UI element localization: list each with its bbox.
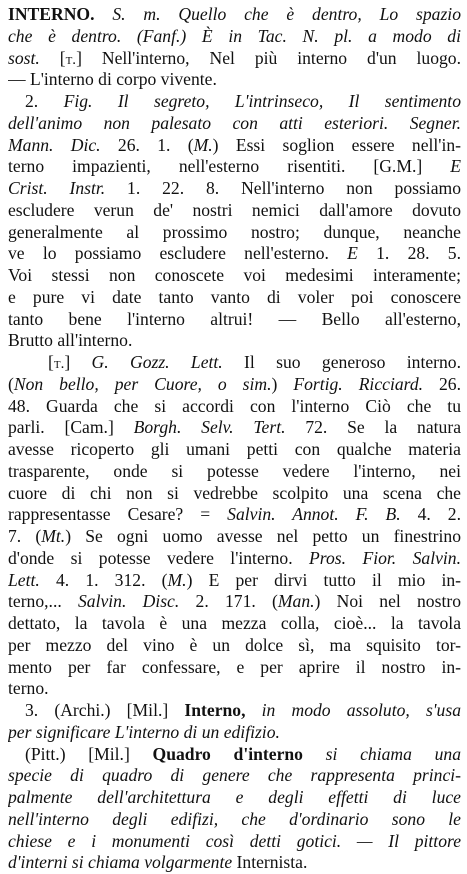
text-span: Fig. Il segreto, L'intrinseco, Il sentimento	[63, 91, 461, 111]
text-span: tanto bene l'interno altrui! — Bello all'esterno,	[8, 308, 461, 329]
text-line	[8, 613, 461, 635]
text-span: Salvin. Annot. F. B.	[227, 504, 401, 525]
text-span: ) E per dirvi tutto il mio in-	[186, 569, 461, 590]
text-span: Brutto all'interno.	[8, 330, 133, 351]
text-line	[8, 635, 461, 657]
text-span: 1. 22. 8. Nell'interno non possiamo	[105, 178, 461, 198]
text-span: 4. 1. 312. (	[39, 569, 168, 590]
text-span: Mann. Dic.	[8, 134, 101, 155]
text-line	[8, 352, 461, 374]
text-line	[8, 809, 461, 831]
text-line	[8, 374, 461, 396]
text-span: ) Se ogni uomo avesse nel petto un finestrino	[65, 526, 461, 546]
text-span: ]	[64, 352, 92, 372]
text-span: d'interni si chiama volgarmente	[8, 852, 233, 873]
text-line	[8, 722, 461, 744]
text-line	[8, 91, 461, 113]
text-span: escludere verun de' nostri nemici dall'amore dovuto	[8, 199, 461, 220]
text-span: terno.	[8, 678, 49, 699]
text-line	[8, 156, 461, 178]
text-line	[8, 700, 461, 722]
text-span: Pros. Fior. Salvin.	[309, 547, 461, 568]
text-span: )	[271, 373, 294, 394]
text-span: — L'interno di corpo vivente.	[8, 69, 217, 90]
text-span: si chiama una	[302, 743, 461, 764]
text-span: e pure vi date tanto vanto di voler poi conoscere	[8, 286, 461, 307]
text-line	[8, 483, 461, 505]
text-span: ) Essi soglion essere nell'in-	[212, 134, 461, 155]
text-line	[8, 309, 461, 331]
text-line	[8, 548, 461, 570]
text-span: Lett.	[8, 569, 40, 590]
text-span: parli. [Cam.]	[8, 417, 134, 438]
text-span: 26. 1. (	[100, 134, 194, 155]
text-span: E	[347, 243, 358, 264]
text-line	[8, 526, 461, 548]
text-span: trasparente, onde si potesse vedere l'interno, nei	[8, 460, 461, 481]
text-line	[8, 461, 461, 483]
text-span: ] Nell'interno, Nel più interno d'un luogo.	[76, 47, 461, 68]
text-line	[8, 744, 461, 766]
text-span: ve lo possiamo escludere nell'esterno.	[8, 243, 348, 264]
text-line	[8, 591, 461, 613]
text-span: M.	[193, 134, 213, 155]
text-span: t.	[53, 356, 65, 372]
text-span: 4. 2.	[400, 504, 461, 525]
text-span: dettato, la tavola è una mezza colla, cioè... la tavola	[8, 613, 461, 633]
text-span: per mezzo del vino è un dolce sì, ma squisito tor-	[8, 634, 461, 655]
text-span: mento per far confessare, e per aprire il nostro in-	[8, 656, 461, 677]
text-line	[8, 200, 461, 222]
text-span: 48. Guarda che si accordi con l'interno Ciò che tu	[8, 395, 461, 416]
text-line	[8, 439, 461, 461]
text-span: terno,...	[8, 591, 78, 612]
text-line	[8, 765, 461, 787]
text-span: dell'animo non palesato con atti esteriori. Segner.	[8, 112, 461, 133]
text-span: INTERNO.	[8, 4, 95, 24]
text-span: [	[39, 47, 66, 68]
text-line	[8, 135, 461, 157]
text-span: 7. (	[8, 526, 42, 546]
dictionary-entry-interno	[8, 4, 461, 874]
text-line	[8, 330, 461, 352]
text-span: [	[48, 352, 54, 372]
text-line	[8, 69, 461, 91]
text-span: per significare L'interno di un edifizio.	[8, 721, 280, 742]
text-span: Salvin. Disc.	[78, 591, 180, 612]
text-line	[8, 504, 461, 526]
text-span: Man.	[277, 591, 315, 612]
text-span: t.	[65, 51, 77, 68]
text-span: chiese e i monumenti così detti gotici. — Il pittore	[8, 830, 461, 851]
text-span: palmente dell'architettura e degli effetti di luce	[8, 787, 461, 807]
text-line	[8, 852, 461, 874]
text-line	[8, 831, 461, 853]
text-span: Interno,	[184, 700, 246, 720]
text-span: Fortig. Ricciard.	[293, 373, 424, 394]
text-span: in modo assoluto, s'usa	[245, 700, 461, 720]
text-line	[8, 657, 461, 679]
text-span: nell'interno degli edifizi, che d'ordinario sono le	[8, 808, 461, 829]
text-line	[8, 243, 461, 265]
text-span: 2.	[25, 91, 64, 111]
text-span: che è dentro. (Fanf.) È in Tac. N. pl. a modo di	[8, 25, 461, 46]
text-line	[8, 287, 461, 309]
text-line	[8, 178, 461, 200]
text-span: (	[8, 373, 14, 394]
text-span: 72. Se la natura	[285, 417, 461, 438]
text-span: Mt.	[41, 526, 66, 546]
text-line	[8, 4, 461, 26]
text-span: Crist. Instr.	[8, 178, 106, 198]
text-line	[8, 265, 461, 287]
text-span: rappresentasse Cesare? =	[8, 504, 228, 525]
text-span: d'onde si potesse vedere l'interno.	[8, 547, 310, 568]
text-span: 2. 171. (	[179, 591, 278, 612]
text-span: (Pitt.) [Mil.]	[25, 743, 153, 764]
text-span: sost.	[8, 47, 40, 68]
text-line	[8, 222, 461, 244]
text-span: S. m. Quello che è dentro, Lo spazio	[94, 4, 461, 24]
text-span: 1. 28. 5.	[357, 243, 461, 264]
text-span: Borgh. Selv. Tert.	[133, 417, 286, 438]
text-span: terno impazienti, nell'esterno risentiti. [G.M.]	[8, 156, 451, 177]
text-line	[8, 787, 461, 809]
text-span: Il suo generoso interno.	[222, 352, 461, 372]
text-line	[8, 678, 461, 700]
text-line	[8, 113, 461, 135]
text-line	[8, 570, 461, 592]
text-span: E	[450, 156, 461, 177]
text-line	[8, 417, 461, 439]
text-span: ) Noi nel nostro	[314, 591, 461, 612]
text-span: G. Gozz. Lett.	[91, 352, 223, 372]
text-line	[8, 48, 461, 70]
text-span: specie di quadro di genere che rappresenta princi-	[8, 765, 461, 786]
text-span: M.	[167, 569, 187, 590]
text-line	[8, 396, 461, 418]
text-span: Internista.	[232, 852, 308, 873]
text-span: Non bello, per Cuore, o sim.	[13, 373, 272, 394]
text-span: Quadro d'interno	[152, 743, 303, 764]
text-span: Voi stessi non conoscete voi medesimi interamente;	[8, 265, 461, 285]
text-span: avesse ricoperto gli umani petti con qualche materia	[8, 439, 461, 459]
text-span: 26.	[423, 373, 461, 394]
text-span: generalmente al prossimo nostro; dunque, neanche	[8, 221, 461, 242]
text-span: cuore di chi non si vedrebbe scolpito una scena che	[8, 482, 461, 503]
text-line	[8, 26, 461, 48]
text-span: 3. (Archi.) [Mil.]	[25, 700, 185, 720]
